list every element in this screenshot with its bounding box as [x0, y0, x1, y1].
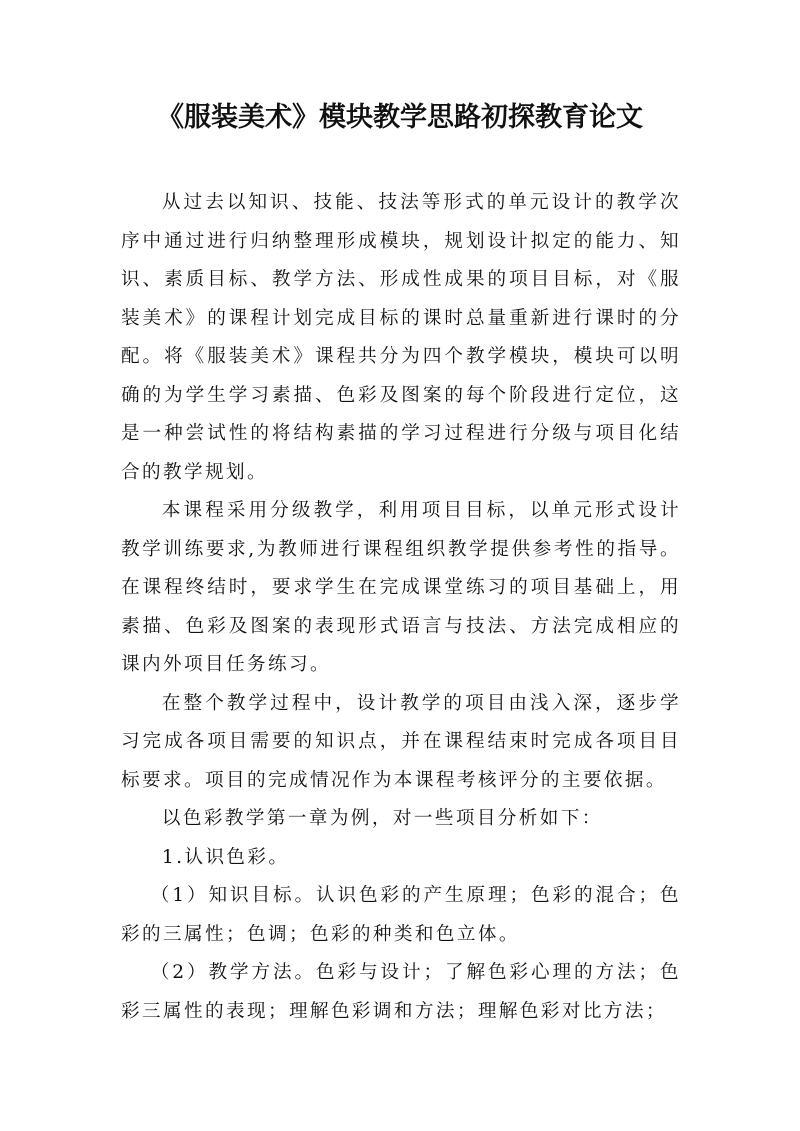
paragraph: 本课程采用分级教学，利用项目目标，以单元形式设计教学训练要求,为教师进行课程组织教学提供参考性的指导。在课程终结时，要求学生在完成课堂练习的项目基础上，用素描、色彩及图案的表现形式语言与技法、方法完成相应的课内外项目任务练习。	[121, 500, 681, 675]
subsection-paragraph: （2）教学方法。色彩与设计；了解色彩心理的方法；色彩三属性的表现；理解色彩调和方法；理解色彩对比方法；	[121, 962, 681, 1022]
subsection-paragraph: （1）知识目标。认识色彩的产生原理；色彩的混合；色彩的三属性；色调；色彩的种类和色立体。	[121, 885, 681, 945]
section-heading: 1.认识色彩。	[161, 846, 290, 868]
document-body	[121, 184, 681, 1031]
paragraph: 以色彩教学第一章为例，对一些项目分析如下：	[161, 808, 603, 829]
document-title: 《服装美术》模块教学思路初探教育论文	[157, 102, 643, 133]
paragraph: 从过去以知识、技能、技法等形式的单元设计的教学次序中通过进行归纳整理形成模块，规划设计拟定的能力、知识、素质目标、教学方法、形成性成果的项目目标，对《服装美术》的课程计划完成目标的课时总量重新进行课时的分配。将《服装美术》课程共分为四个教学模块，模块可以明确的为学生学习素描、色彩及图案的每个阶段进行定位，这是一种尝试性的将结构素描的学习过程进行分级与项目化结合的教学规划。	[121, 192, 681, 483]
paragraph: 在整个教学过程中，设计教学的项目由浅入深，逐步学习完成各项目需要的知识点，并在课程结束时完成各项目目标要求。项目的完成情况作为本课程考核评分的主要依据。	[121, 692, 681, 791]
